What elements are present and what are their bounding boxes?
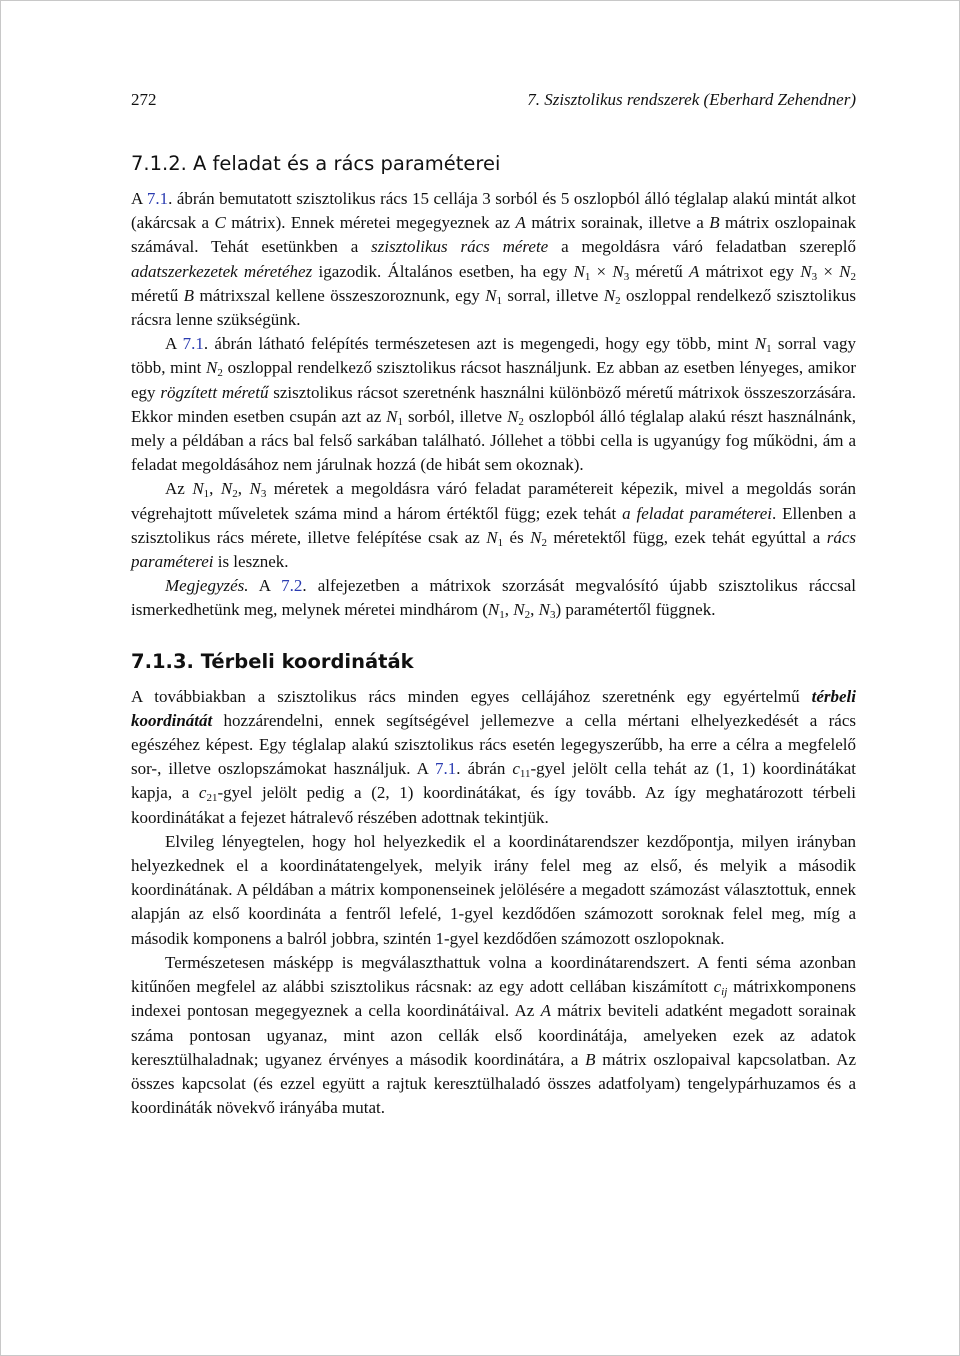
running-header	[131, 87, 856, 113]
section-heading-7-1-2: 7.1.2. A feladat és a rács paraméterei	[131, 152, 501, 175]
paragraph-712-1: A 7.1. ábrán bemutatott szisztolikus rács 15 cellája 3 sorból és 5 oszlopból álló téglalap alakú mintát alkot (akárcsak a C mátrix). Ennek méretei megegyeznek az A mátrix sorainak, illetve a B mátrix oszlopainak számával. Tehát esetünkben a szisztolikus rács mérete a megoldásra váró feladatban szereplő adatszerkezetek méretéhez igazodik. Általános esetben, ha egy $N_1 \times N_3$ méretű A mátrixot egy $N_3 \times N_2$ méretű B mátrixszal kellene összeszoroznunk, egy $N_1$ sorral, illetve $N_2$ oszloppal rendelkező szisztolikus rácsra lenne szükségünk.	[131, 189, 857, 330]
bold-italic-term: térbeli koordinátát	[131, 686, 856, 730]
paragraph-712-2: A 7.1. ábrán látható felépítés természetesen azt is megengedi, hogy egy több, mint $N_1$ sorral vagy több, mint $N_2$ oszloppal rendelkező szisztolikus rácsot használjunk. Ez abban az esetben lényeges, amikor egy rögzített méretű szisztolikus rácsot szeretnénk használni különböző méretű mátrixok összeszorzására. Ekkor minden esetben csupán azt az $N_1$ sorból, illetve $N_2$ oszlopból álló téglalap alakú részt használnánk, mely a példában a rács bal felső sarkában található. Jóllehet a többi cella is ugyanúgy fog működni, ám a feladat megoldásához nem járulnak hozzá (de hibát sem okoznak).	[131, 334, 857, 475]
paragraph-713-1: A továbbiakban a szisztolikus rács minden egyes cellájához szeretnénk egy egyértelmű térbeli koordinátát hozzárendelni, ennek segítségével jellemezve a cella mértani elhelyezkedését a rács egészéhez képest. Egy téglalap alakú szisztolikus rács esetén legegyszerűbb, ha erre a célra a megfelelő sor-, illetve oszlopszámokat használjuk. A 7.1. ábrán $c_{11}$-gyel jelölt cella tehát az (1, 1) koordinátákat kapja, a $c_{21}$-gyel jelölt pedig a (2, 1) koordinátákat, és így tovább. Az így meghatározott térbeli koordinátákat a fejezet hátralevő részében adottnak tekintjük.	[131, 686, 857, 827]
paragraph-712-note: Megjegyzés. A 7.2. alfejezetben a mátrixok szorzását megvalósító újabb szisztolikus ráccsal ismerkedhetünk meg, melynek méretei mindhárom ($N_1$, $N_2$, $N_3$) paramétertől függnek.	[131, 576, 857, 622]
paragraph-713-2: Elvileg lényegtelen, hogy hol helyezkedik el a koordinátarendszer kezdőpontja, milyen irányban helyezkednek el a koordinátatengelyek, melyik irány felel meg az első, és melyik a második koordinátának. A példában a mátrix komponenseinek jelölésére a megadott számozást választottuk, ennek alapján az első koordináta a fentről lefelé, 1-gyel kezdődően számozott soroknak felel meg, míg a második komponens a balról jobbra, szintén 1-gyel kezdődően számozott oszlopoknak.	[131, 831, 856, 948]
paragraph-713-3: Természetesen másképp is megválaszthattuk volna a koordinátarendszert. A fenti séma azonban kitűnően megfelel az alábbi szisztolikus rácsnak: az egy adott cellában kiszámított $c_{ij}$ mátrixkomponens indexei pontosan megegyeznek a cella koordinátáival. Az A mátrix beviteli adatként megadott sorainak száma pontosan ugyanaz, mint azon cellák első koordinátája, amelyeken ezek az adatok keresztülhaladnak; ugyanez érvényes a második koordinátára, a B mátrix oszlopaival kapcsolatban. Az összes kapcsolat (és ezzel együtt a rajtuk keresztülhaladó összes adatfolyam) tengelypárhuzamos és a koordináták növekvő irányába mutat.	[131, 952, 857, 1118]
page-content	[131, 87, 856, 1120]
emphasis-text: adatszerkezetek méretéhez	[131, 261, 313, 281]
figure-reference-link[interactable]: 7.1	[435, 759, 457, 779]
section-heading-7-1-3: 7.1.3. Térbeli koordináták	[131, 649, 414, 673]
figure-reference-link[interactable]: 7.1	[146, 189, 169, 208]
emphasis-text: a feladat paraméterei	[622, 503, 773, 523]
section-reference-link[interactable]: 7.2	[281, 576, 303, 596]
page-number: 272	[131, 90, 157, 109]
emphasis-text: rögzített méretű	[160, 382, 269, 402]
running-title: 7. Szisztolikus rendszerek (Eberhard Zehendner)	[527, 90, 856, 109]
emphasis-text: rács paraméterei	[131, 527, 856, 572]
emphasis-text: szisztolikus rács mérete	[371, 237, 549, 257]
paragraph-712-3: Az $N_1$, $N_2$, $N_3$ méretek a megoldásra váró feladat paramétereit képezik, mivel a megoldás során végrehajtott műveletek száma mind a három értéktől függ; ezek tehát a feladat paraméterei. Ellenben a szisztolikus rács mérete, illetve felépítése csak az $N_1$ és $N_2$ méretektől függ, ezek tehát egyúttal a rács paraméterei is lesznek.	[131, 479, 857, 572]
note-label: Megjegyzés.	[165, 576, 249, 596]
figure-reference-link[interactable]: 7.1	[182, 334, 204, 354]
